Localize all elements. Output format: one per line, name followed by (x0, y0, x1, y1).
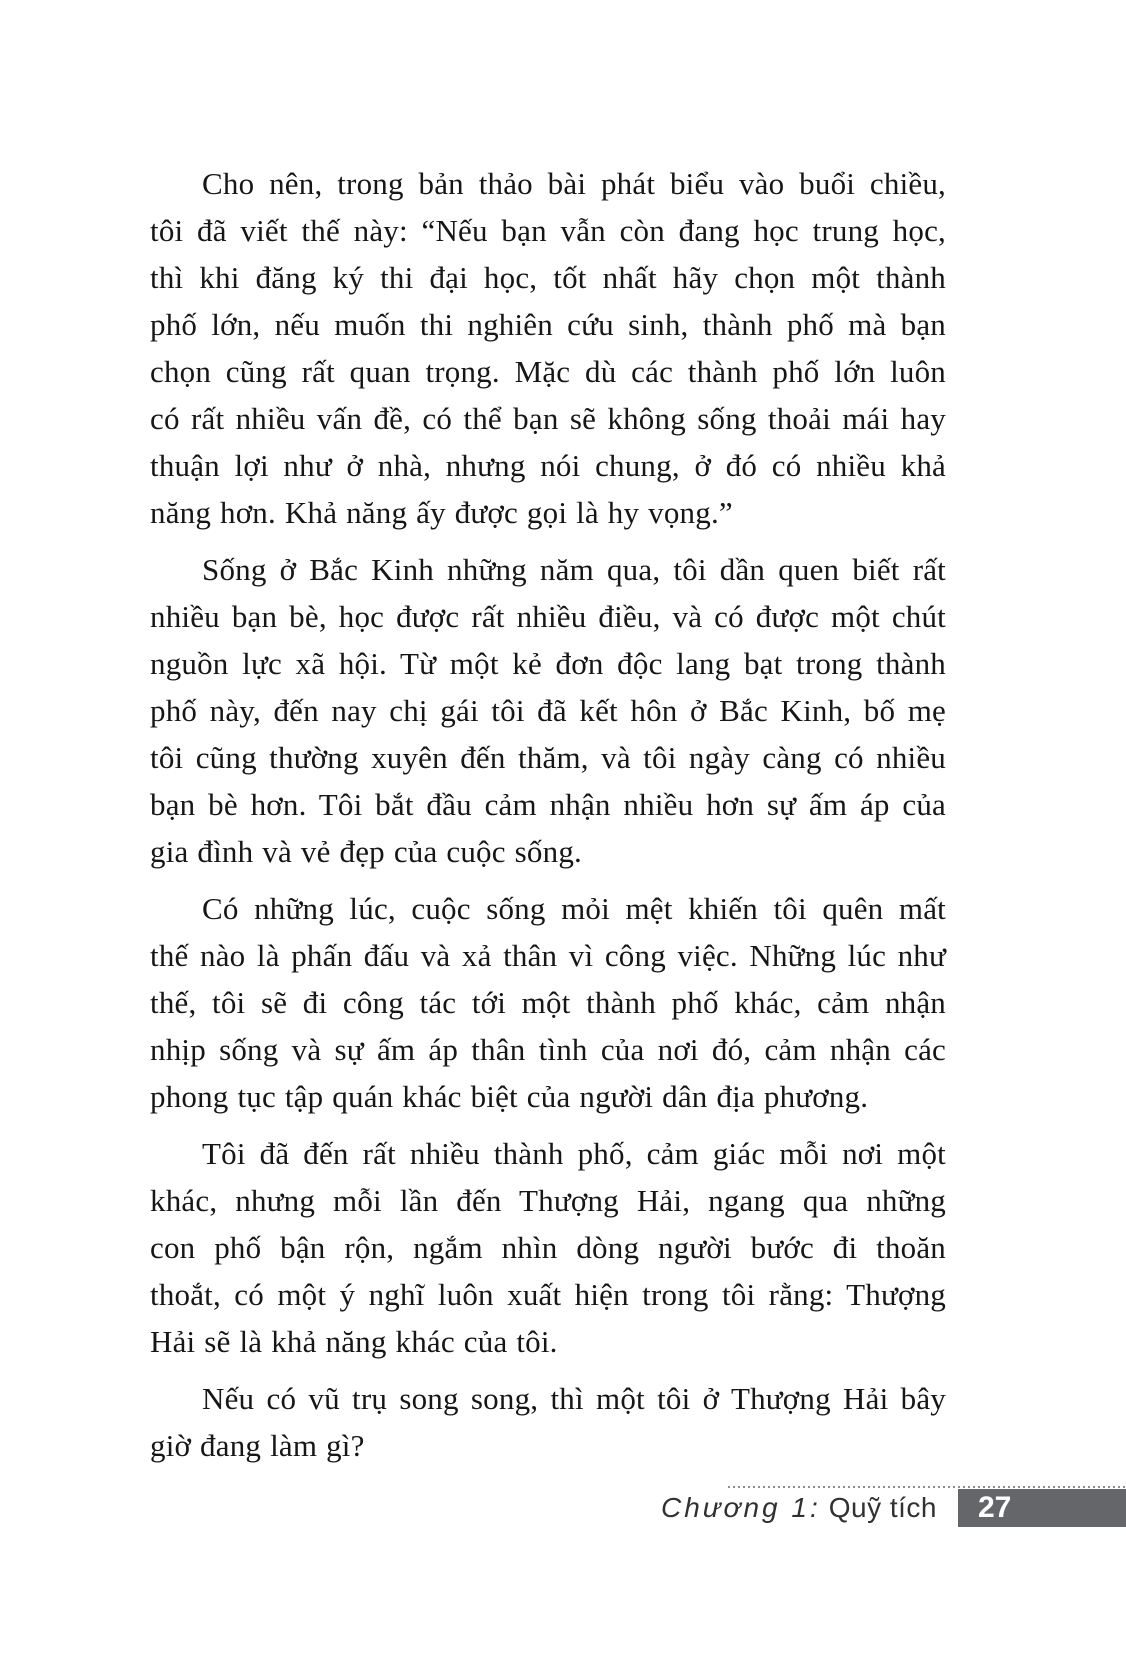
text-line: Cho nên, trong bản thảo bài phát biểu vào buổi chiều, (202, 166, 946, 201)
text-line: Tôi đã đến rất nhiều thành phố, cảm giác mỗi nơi một (202, 1136, 946, 1171)
text-block (150, 160, 946, 1479)
text-line: giờ đang làm gì? (150, 1428, 365, 1463)
text-line: nhiều bạn bè, học được rất nhiều điều, và có được một chút (150, 599, 946, 634)
text-line: thuận lợi như ở nhà, nhưng nói chung, ở đó có nhiều khả (150, 448, 946, 483)
chapter-title: Quỹ tích (828, 1492, 937, 1523)
text-line: gia đình và vẻ đẹp của cuộc sống. (150, 834, 582, 869)
chapter-label: Chương 1: (660, 1492, 821, 1523)
paragraph (150, 1130, 946, 1365)
text-line: phong tục tập quán khác biệt của người dân địa phương. (150, 1079, 869, 1114)
text-line: Sống ở Bắc Kinh những năm qua, tôi dần quen biết rất (202, 552, 946, 587)
footer-row (0, 1489, 1126, 1527)
paragraph (150, 885, 946, 1120)
text-line: tôi cũng thường xuyên đến thăm, và tôi ngày càng có nhiều (150, 740, 946, 775)
text-line: nhịp sống và sự ấm áp thân tình của nơi đó, cảm nhận các (150, 1032, 946, 1067)
footer-chapter (661, 1489, 937, 1527)
text-line: thế, tôi sẽ đi công tác tới một thành phố khác, cảm nhận (150, 985, 946, 1020)
page-number-box (958, 1489, 1126, 1527)
text-line: khác, nhưng mỗi lần đến Thượng Hải, ngang qua những (150, 1183, 946, 1218)
paragraph (150, 546, 946, 875)
text-line: có rất nhiều vấn đề, có thể bạn sẽ không sống thoải mái hay (150, 401, 946, 436)
text-line: Hải sẽ là khả năng khác của tôi. (150, 1324, 558, 1359)
text-line: Nếu có vũ trụ song song, thì một tôi ở Thượng Hải bây (202, 1381, 946, 1416)
text-line: phố này, đến nay chị gái tôi đã kết hôn ở Bắc Kinh, bố mẹ (150, 693, 946, 728)
page-footer (0, 1486, 1126, 1528)
page-number: 27 (978, 1491, 1012, 1524)
paragraph (150, 160, 946, 536)
paragraph (150, 1375, 946, 1469)
text-line: tôi đã viết thế này: “Nếu bạn vẫn còn đang học trung học, (150, 213, 946, 248)
text-line: thế nào là phấn đấu và xả thân vì công việc. Những lúc như (150, 938, 946, 973)
text-line: bạn bè hơn. Tôi bắt đầu cảm nhận nhiều hơn sự ấm áp của (150, 787, 946, 822)
text-line: phố lớn, nếu muốn thi nghiên cứu sinh, thành phố mà bạn (150, 307, 946, 342)
text-line: Có những lúc, cuộc sống mỏi mệt khiến tôi quên mất (202, 891, 946, 926)
text-line: thoắt, có một ý nghĩ luôn xuất hiện trong tôi rằng: Thượng (150, 1277, 946, 1312)
text-line: con phố bận rộn, ngắm nhìn dòng người bước đi thoăn (150, 1230, 946, 1265)
text-line: thì khi đăng ký thi đại học, tốt nhất hãy chọn một thành (150, 260, 946, 295)
text-line: chọn cũng rất quan trọng. Mặc dù các thành phố lớn luôn (150, 354, 946, 389)
text-line: năng hơn. Khả năng ấy được gọi là hy vọng.” (150, 495, 733, 530)
text-line: nguồn lực xã hội. Từ một kẻ đơn độc lang bạt trong thành (150, 646, 946, 681)
